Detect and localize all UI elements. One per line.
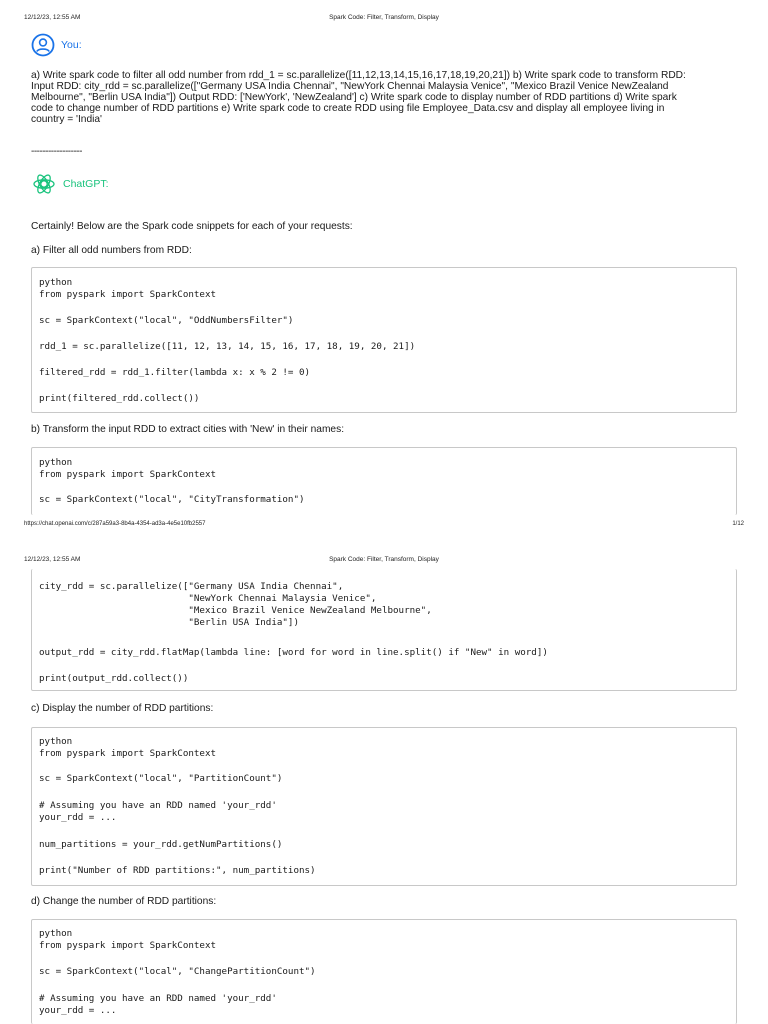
code-line: python: [39, 457, 73, 468]
code-line: "Mexico Brazil Venice NewZealand Melbourne",: [39, 605, 432, 616]
print-title: Spark Code: Filter, Transform, Display: [329, 556, 439, 563]
code-line: num_partitions = your_rdd.getNumPartitions(): [39, 839, 283, 850]
code-line: from pyspark import SparkContext: [39, 940, 217, 951]
user-circle-icon: [31, 33, 55, 57]
code-block-c: [31, 727, 737, 886]
code-line: sc = SparkContext("local", "PartitionCount"): [39, 773, 283, 784]
code-block-b-part2: [31, 569, 737, 691]
user-message-line: Melbourne", "Berlin USA India"]) Output RDD: ['NewYork', 'NewZealand'] c) Write spark code to display number of RDD partitions d) Write spark: [31, 92, 677, 103]
page-url: https://chat.openai.com/c/287a59a3-8b4a-4354-ad3a-4e5e10fb2557: [24, 521, 206, 527]
code-line: python: [39, 277, 73, 288]
code-line: from pyspark import SparkContext: [39, 469, 217, 480]
code-block-b-part1: [31, 447, 737, 515]
section-d-heading: d) Change the number of RDD partitions:: [31, 896, 217, 907]
page-number: 1/12: [732, 521, 744, 527]
code-line: your_rdd = ...: [39, 1005, 117, 1016]
print-title: Spark Code: Filter, Transform, Display: [329, 14, 439, 21]
divider: ------------------: [31, 146, 82, 157]
code-line: print("Number of RDD partitions:", num_partitions): [39, 865, 316, 876]
chatgpt-speaker: [31, 171, 109, 197]
print-date: 12/12/23, 12:55 AM: [24, 14, 81, 21]
chatgpt-label: ChatGPT:: [63, 178, 109, 190]
user-message-line: Input RDD: city_rdd = sc.parallelize(["Germany USA India Chennai", "NewYork Chennai Malaysia Venice", "Mexico Brazil Venice NewZealand: [31, 81, 669, 92]
code-line: from pyspark import SparkContext: [39, 748, 217, 759]
page-header-2: [24, 556, 744, 566]
user-message-line: country = 'India': [31, 114, 102, 125]
code-line: sc = SparkContext("local", "OddNumbersFilter"): [39, 315, 294, 326]
user-message: [31, 70, 743, 125]
openai-logo-icon: [31, 171, 57, 197]
code-line: city_rdd = sc.parallelize(["Germany USA India Chennai",: [39, 581, 344, 592]
code-block-a: [31, 267, 737, 413]
user-message-line: code to change number of RDD partitions e) Write spark code to create RDD using file Employee_Data.csv and display all employee living in: [31, 103, 665, 114]
you-speaker: [31, 33, 82, 57]
code-line: "NewYork Chennai Malaysia Venice",: [39, 593, 377, 604]
code-line: # Assuming you have an RDD named 'your_rdd': [39, 993, 277, 1004]
code-line: from pyspark import SparkContext: [39, 289, 217, 300]
code-line: output_rdd = city_rdd.flatMap(lambda line: [word for word in line.split() if "New" in word]): [39, 647, 548, 658]
code-line: print(output_rdd.collect()): [39, 673, 189, 684]
section-b-heading: b) Transform the input RDD to extract cities with 'New' in their names:: [31, 424, 345, 435]
you-label: You:: [61, 39, 82, 51]
code-line: "Berlin USA India"]): [39, 617, 299, 628]
print-date: 12/12/23, 12:55 AM: [24, 556, 81, 563]
section-a-heading: a) Filter all odd numbers from RDD:: [31, 245, 192, 256]
code-line: your_rdd = ...: [39, 812, 117, 823]
code-line: # Assuming you have an RDD named 'your_rdd': [39, 800, 277, 811]
code-line: python: [39, 928, 73, 939]
code-line: sc = SparkContext("local", "ChangePartitionCount"): [39, 966, 316, 977]
code-block-d: [31, 919, 737, 1024]
code-line: rdd_1 = sc.parallelize([11, 12, 13, 14, 15, 16, 17, 18, 19, 20, 21]): [39, 341, 416, 352]
code-line: python: [39, 736, 73, 747]
code-line: print(filtered_rdd.collect()): [39, 393, 200, 404]
page-header-1: [24, 14, 744, 24]
user-message-line: a) Write spark code to filter all odd number from rdd_1 = sc.parallelize([11,12,13,14,15,16,17,18,19,20,21]) b) Write spark code to transform RDD:: [31, 70, 686, 81]
assistant-intro: Certainly! Below are the Spark code snippets for each of your requests:: [31, 221, 353, 232]
code-line: sc = SparkContext("local", "CityTransformation"): [39, 494, 305, 505]
code-line: filtered_rdd = rdd_1.filter(lambda x: x % 2 != 0): [39, 367, 311, 378]
section-c-heading: c) Display the number of RDD partitions:: [31, 703, 214, 714]
